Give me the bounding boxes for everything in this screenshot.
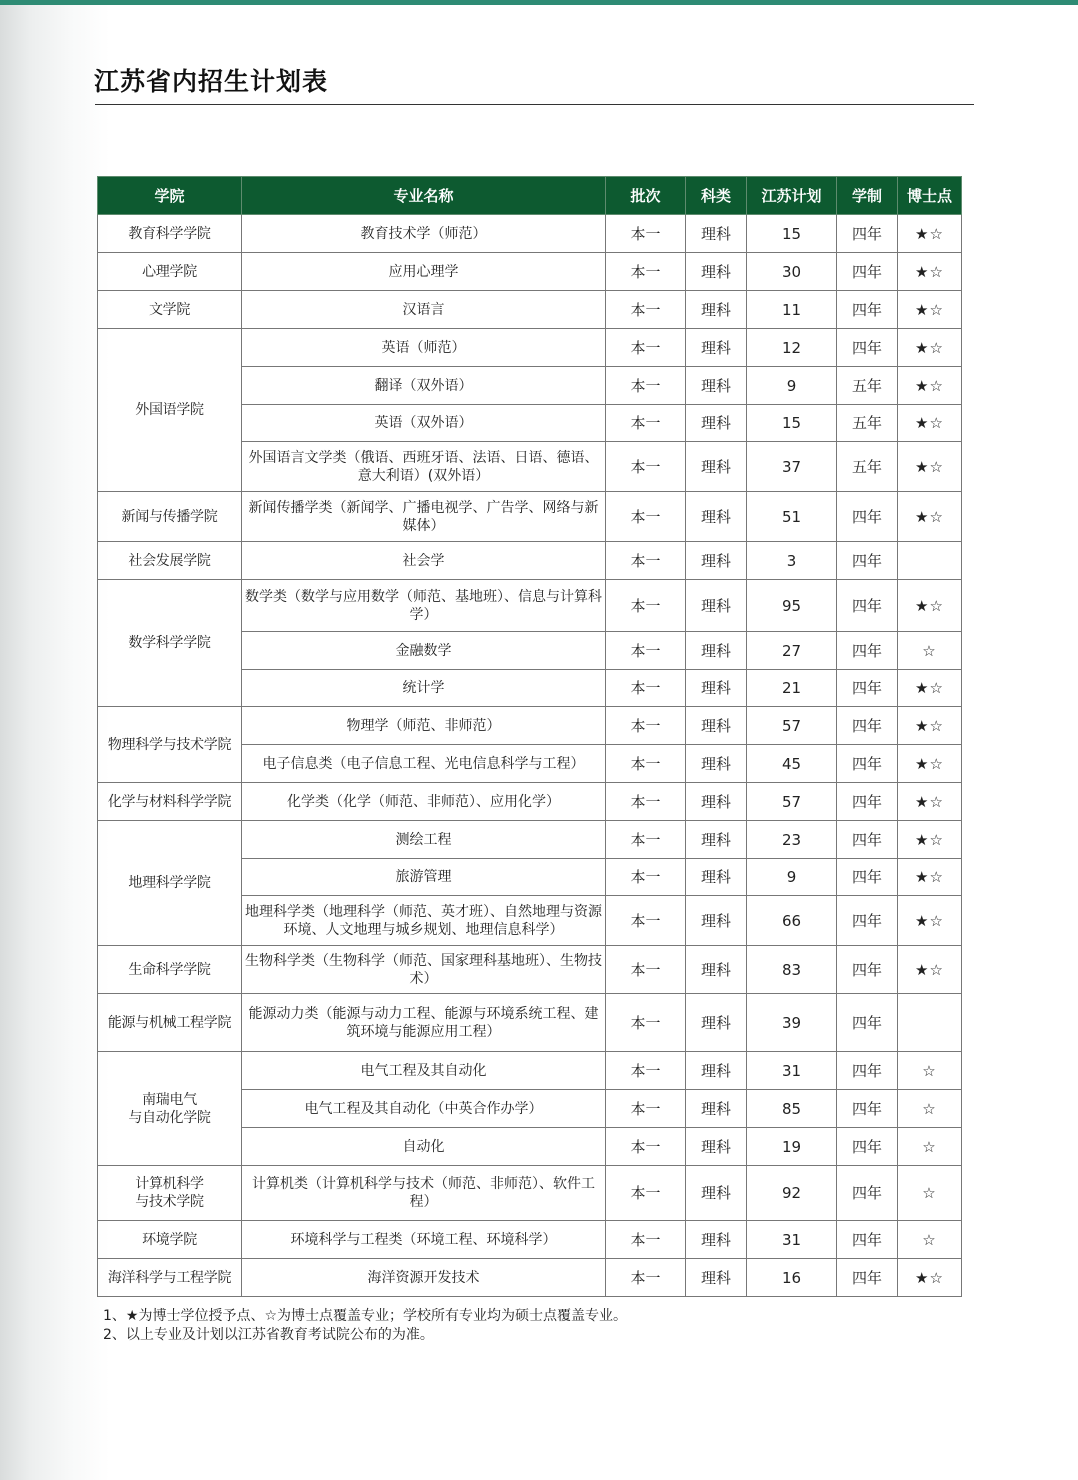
header-major: 专业名称: [242, 177, 606, 215]
duration-cell: 四年: [837, 1259, 898, 1297]
header-plan: 江苏计划: [747, 177, 837, 215]
plan-cell: 92: [747, 1166, 837, 1221]
batch-cell: 本一: [606, 1221, 686, 1259]
batch-cell: 本一: [606, 994, 686, 1052]
school-cell: 计算机科学 与技术学院: [98, 1166, 242, 1221]
duration-cell: 四年: [837, 859, 898, 896]
header-batch: 批次: [606, 177, 686, 215]
footnote-1: 1、★为博士学位授予点、☆为博士点覆盖专业；学校所有专业均为硕士点覆盖专业。: [103, 1308, 628, 1324]
category-cell: 理科: [686, 994, 747, 1052]
batch-cell: 本一: [606, 215, 686, 253]
plan-cell: 11: [747, 291, 837, 329]
school-cell: 环境学院: [98, 1221, 242, 1259]
batch-cell: 本一: [606, 442, 686, 492]
plan-cell: 15: [747, 215, 837, 253]
duration-cell: 五年: [837, 405, 898, 442]
duration-cell: 四年: [837, 253, 898, 291]
major-cell: 电子信息类（电子信息工程、光电信息科学与工程）: [242, 745, 606, 783]
plan-cell: 45: [747, 745, 837, 783]
batch-cell: 本一: [606, 253, 686, 291]
plan-cell: 23: [747, 821, 837, 859]
major-cell: 地理科学类（地理科学（师范、英才班）、自然地理与资源环境、人文地理与城乡规划、地理信息科学）: [242, 896, 606, 946]
batch-cell: 本一: [606, 542, 686, 580]
duration-cell: 四年: [837, 1128, 898, 1166]
category-cell: 理科: [686, 859, 747, 896]
category-cell: 理科: [686, 1221, 747, 1259]
category-cell: 理科: [686, 1090, 747, 1128]
batch-cell: 本一: [606, 745, 686, 783]
table-row: [98, 253, 962, 291]
category-cell: 理科: [686, 946, 747, 994]
category-cell: 理科: [686, 291, 747, 329]
phd-cell: ★☆: [898, 783, 962, 821]
phd-cell: ☆: [898, 1166, 962, 1221]
plan-cell: 51: [747, 492, 837, 542]
table-row: [98, 492, 962, 542]
school-cell: 南瑞电气 与自动化学院: [98, 1052, 242, 1166]
phd-cell: ★☆: [898, 745, 962, 783]
admission-plan-table: [97, 176, 962, 1297]
table-header-row: [98, 177, 962, 215]
major-cell: 计算机类（计算机科学与技术（师范、非师范）、软件工程）: [242, 1166, 606, 1221]
plan-cell: 3: [747, 542, 837, 580]
school-cell: 化学与材料科学学院: [98, 783, 242, 821]
category-cell: 理科: [686, 542, 747, 580]
phd-cell: ☆: [898, 1090, 962, 1128]
plan-cell: 21: [747, 670, 837, 707]
batch-cell: 本一: [606, 492, 686, 542]
table-row: [98, 1221, 962, 1259]
plan-cell: 83: [747, 946, 837, 994]
duration-cell: 四年: [837, 707, 898, 745]
major-cell: 能源动力类（能源与动力工程、能源与环境系统工程、建筑环境与能源应用工程）: [242, 994, 606, 1052]
batch-cell: 本一: [606, 1128, 686, 1166]
plan-cell: 12: [747, 329, 837, 367]
duration-cell: 四年: [837, 994, 898, 1052]
duration-cell: 四年: [837, 783, 898, 821]
major-cell: 英语（师范）: [242, 329, 606, 367]
title-divider: [95, 104, 974, 105]
table-row: [98, 946, 962, 994]
duration-cell: 四年: [837, 1166, 898, 1221]
major-cell: 电气工程及其自动化: [242, 1052, 606, 1090]
major-cell: 英语（双外语）: [242, 405, 606, 442]
plan-cell: 9: [747, 367, 837, 405]
batch-cell: 本一: [606, 367, 686, 405]
duration-cell: 四年: [837, 1090, 898, 1128]
school-cell: 新闻与传播学院: [98, 492, 242, 542]
plan-cell: 66: [747, 896, 837, 946]
duration-cell: 四年: [837, 492, 898, 542]
plan-cell: 9: [747, 859, 837, 896]
phd-cell: ☆: [898, 1221, 962, 1259]
category-cell: 理科: [686, 405, 747, 442]
major-cell: 金融数学: [242, 632, 606, 670]
plan-cell: 39: [747, 994, 837, 1052]
plan-cell: 57: [747, 783, 837, 821]
phd-cell: ★☆: [898, 291, 962, 329]
phd-cell: ★☆: [898, 946, 962, 994]
phd-cell: [898, 542, 962, 580]
phd-cell: ★☆: [898, 253, 962, 291]
batch-cell: 本一: [606, 632, 686, 670]
plan-cell: 57: [747, 707, 837, 745]
plan-cell: 37: [747, 442, 837, 492]
category-cell: 理科: [686, 1259, 747, 1297]
table-row: [98, 215, 962, 253]
table-row: [98, 291, 962, 329]
school-cell: 生命科学学院: [98, 946, 242, 994]
category-cell: 理科: [686, 442, 747, 492]
major-cell: 应用心理学: [242, 253, 606, 291]
school-cell: 心理学院: [98, 253, 242, 291]
phd-cell: ★☆: [898, 707, 962, 745]
category-cell: 理科: [686, 1128, 747, 1166]
table-row: [98, 1259, 962, 1297]
major-cell: 翻译（双外语）: [242, 367, 606, 405]
major-cell: 统计学: [242, 670, 606, 707]
duration-cell: 五年: [837, 442, 898, 492]
school-cell: 海洋科学与工程学院: [98, 1259, 242, 1297]
phd-cell: ☆: [898, 1052, 962, 1090]
major-cell: 化学类（化学（师范、非师范）、应用化学）: [242, 783, 606, 821]
category-cell: 理科: [686, 670, 747, 707]
table-body: [98, 215, 962, 1297]
plan-cell: 85: [747, 1090, 837, 1128]
table-row: [98, 783, 962, 821]
major-cell: 环境科学与工程类（环境工程、环境科学）: [242, 1221, 606, 1259]
major-cell: 数学类（数学与应用数学（师范、基地班）、信息与计算科学）: [242, 580, 606, 632]
batch-cell: 本一: [606, 670, 686, 707]
duration-cell: 四年: [837, 215, 898, 253]
duration-cell: 四年: [837, 1052, 898, 1090]
category-cell: 理科: [686, 1052, 747, 1090]
duration-cell: 四年: [837, 542, 898, 580]
duration-cell: 四年: [837, 329, 898, 367]
batch-cell: 本一: [606, 329, 686, 367]
batch-cell: 本一: [606, 1052, 686, 1090]
duration-cell: 四年: [837, 821, 898, 859]
category-cell: 理科: [686, 896, 747, 946]
plan-cell: 31: [747, 1221, 837, 1259]
plan-cell: 27: [747, 632, 837, 670]
major-cell: 自动化: [242, 1128, 606, 1166]
table-row: [98, 994, 962, 1052]
phd-cell: ☆: [898, 632, 962, 670]
header-school: 学院: [98, 177, 242, 215]
batch-cell: 本一: [606, 405, 686, 442]
phd-cell: ★☆: [898, 896, 962, 946]
school-cell: 教育科学学院: [98, 215, 242, 253]
batch-cell: 本一: [606, 946, 686, 994]
school-cell: 数学科学学院: [98, 580, 242, 707]
school-cell: 地理科学学院: [98, 821, 242, 946]
major-cell: 汉语言: [242, 291, 606, 329]
duration-cell: 四年: [837, 946, 898, 994]
major-cell: 电气工程及其自动化（中英合作办学）: [242, 1090, 606, 1128]
table-row: [98, 1052, 962, 1090]
plan-cell: 19: [747, 1128, 837, 1166]
phd-cell: ★☆: [898, 405, 962, 442]
major-cell: 生物科学类（生物科学（师范、国家理科基地班）、生物技术）: [242, 946, 606, 994]
category-cell: 理科: [686, 253, 747, 291]
batch-cell: 本一: [606, 1090, 686, 1128]
batch-cell: 本一: [606, 821, 686, 859]
category-cell: 理科: [686, 1166, 747, 1221]
category-cell: 理科: [686, 329, 747, 367]
category-cell: 理科: [686, 632, 747, 670]
page-title: 江苏省内招生计划表: [94, 67, 329, 96]
duration-cell: 四年: [837, 1221, 898, 1259]
phd-cell: ★☆: [898, 859, 962, 896]
major-cell: 海洋资源开发技术: [242, 1259, 606, 1297]
school-cell: 文学院: [98, 291, 242, 329]
category-cell: 理科: [686, 492, 747, 542]
category-cell: 理科: [686, 580, 747, 632]
category-cell: 理科: [686, 707, 747, 745]
school-cell: 物理科学与技术学院: [98, 707, 242, 783]
duration-cell: 四年: [837, 745, 898, 783]
school-cell: 能源与机械工程学院: [98, 994, 242, 1052]
table-row: [98, 542, 962, 580]
batch-cell: 本一: [606, 896, 686, 946]
plan-cell: 31: [747, 1052, 837, 1090]
phd-cell: ★☆: [898, 670, 962, 707]
phd-cell: [898, 994, 962, 1052]
table-row: [98, 329, 962, 367]
batch-cell: 本一: [606, 859, 686, 896]
header-duration: 学制: [837, 177, 898, 215]
batch-cell: 本一: [606, 1259, 686, 1297]
batch-cell: 本一: [606, 783, 686, 821]
phd-cell: ★☆: [898, 329, 962, 367]
header-phd: 博士点: [898, 177, 962, 215]
table-row: [98, 1166, 962, 1221]
category-cell: 理科: [686, 215, 747, 253]
phd-cell: ★☆: [898, 215, 962, 253]
footnote-2: 2、以上专业及计划以江苏省教育考试院公布的为准。: [103, 1327, 434, 1343]
duration-cell: 四年: [837, 580, 898, 632]
phd-cell: ★☆: [898, 367, 962, 405]
phd-cell: ★☆: [898, 492, 962, 542]
major-cell: 新闻传播学类（新闻学、广播电视学、广告学、网络与新媒体）: [242, 492, 606, 542]
duration-cell: 四年: [837, 670, 898, 707]
batch-cell: 本一: [606, 291, 686, 329]
phd-cell: ★☆: [898, 1259, 962, 1297]
table-row: [98, 707, 962, 745]
batch-cell: 本一: [606, 707, 686, 745]
major-cell: 教育技术学（师范）: [242, 215, 606, 253]
plan-cell: 95: [747, 580, 837, 632]
phd-cell: ☆: [898, 1128, 962, 1166]
category-cell: 理科: [686, 367, 747, 405]
category-cell: 理科: [686, 783, 747, 821]
major-cell: 社会学: [242, 542, 606, 580]
major-cell: 旅游管理: [242, 859, 606, 896]
duration-cell: 五年: [837, 367, 898, 405]
major-cell: 外国语言文学类（俄语、西班牙语、法语、日语、德语、意大利语）(双外语）: [242, 442, 606, 492]
footnotes: [103, 1307, 627, 1345]
phd-cell: ★☆: [898, 821, 962, 859]
table-row: [98, 821, 962, 859]
batch-cell: 本一: [606, 1166, 686, 1221]
major-cell: 物理学（师范、非师范）: [242, 707, 606, 745]
duration-cell: 四年: [837, 632, 898, 670]
duration-cell: 四年: [837, 896, 898, 946]
header-category: 科类: [686, 177, 747, 215]
major-cell: 测绘工程: [242, 821, 606, 859]
plan-cell: 15: [747, 405, 837, 442]
batch-cell: 本一: [606, 580, 686, 632]
school-cell: 外国语学院: [98, 329, 242, 492]
category-cell: 理科: [686, 745, 747, 783]
plan-cell: 30: [747, 253, 837, 291]
duration-cell: 四年: [837, 291, 898, 329]
phd-cell: ★☆: [898, 442, 962, 492]
category-cell: 理科: [686, 821, 747, 859]
table-row: [98, 580, 962, 632]
school-cell: 社会发展学院: [98, 542, 242, 580]
plan-cell: 16: [747, 1259, 837, 1297]
phd-cell: ★☆: [898, 580, 962, 632]
top-accent-bar: [0, 0, 1078, 5]
